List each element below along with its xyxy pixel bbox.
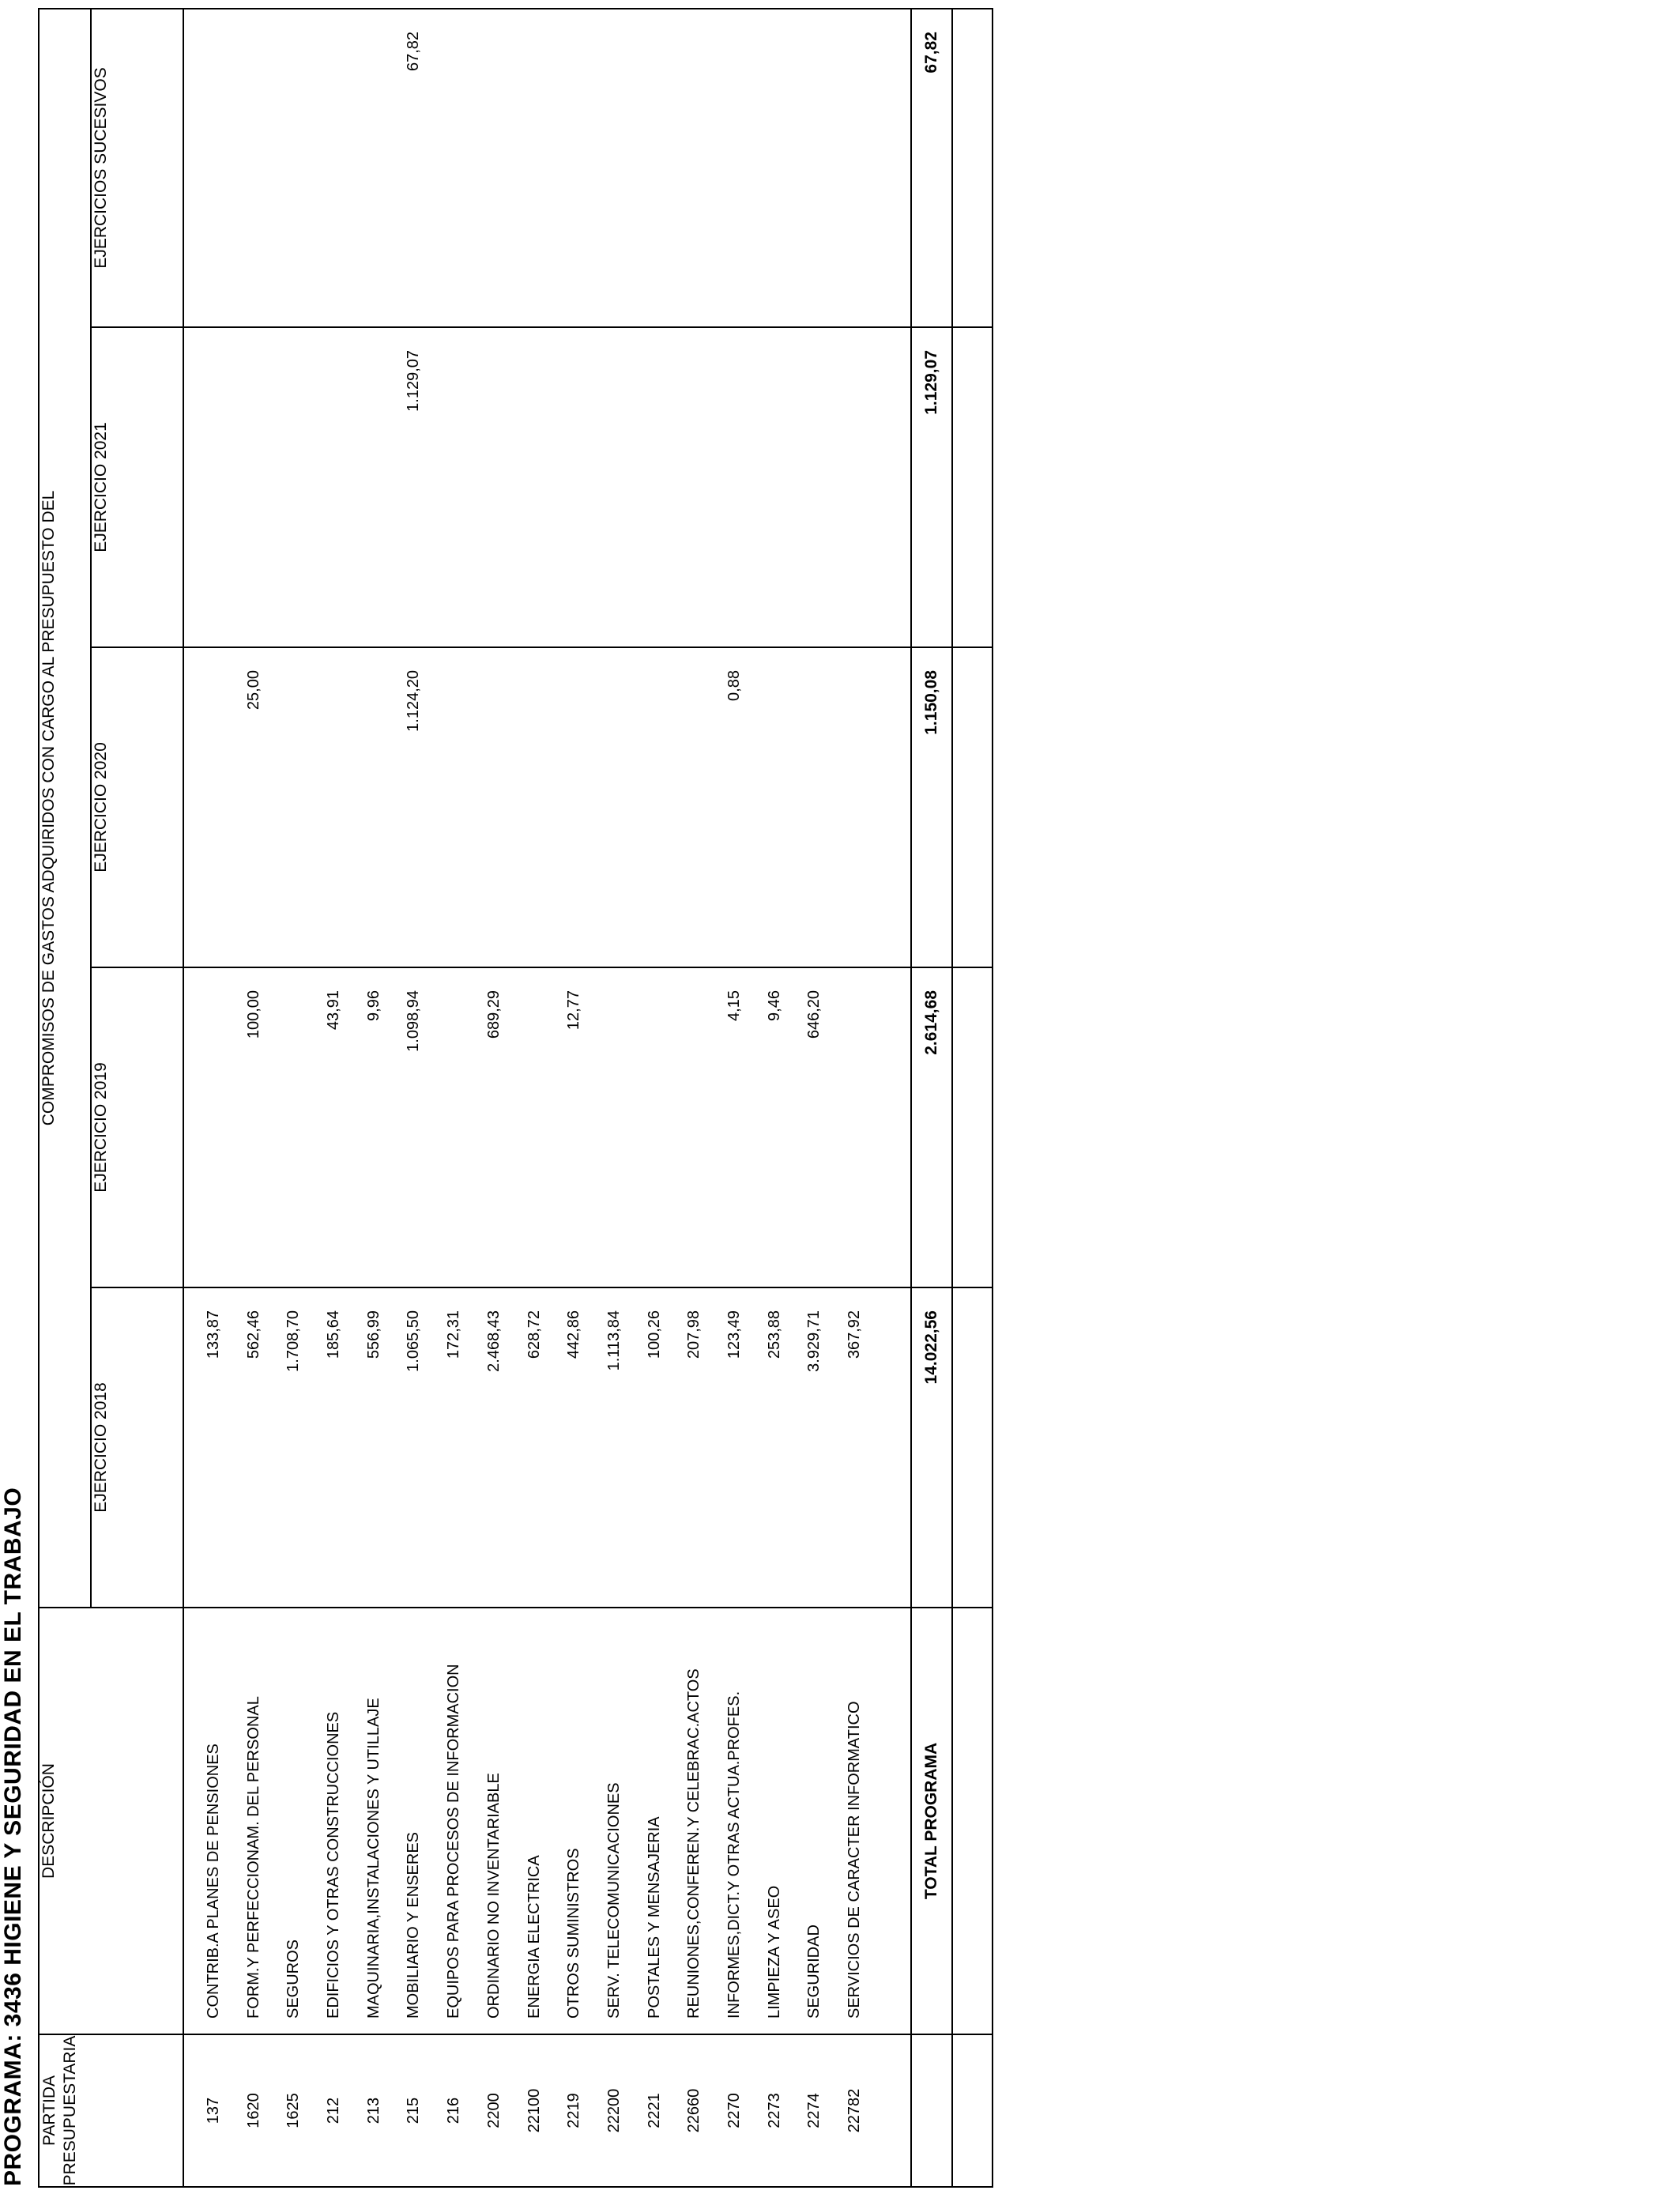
row-value-sucesivos: [755, 9, 795, 326]
row-value-sucesivos: [354, 9, 394, 326]
row-value-2019: [514, 968, 555, 1287]
row-value-2021: [834, 328, 875, 647]
row-code: 2221: [645, 2093, 663, 2128]
row-code: 2274: [805, 2093, 823, 2128]
row-value-2021: [674, 328, 714, 647]
row-value-2019: 12,77: [565, 990, 583, 1031]
column-2018: [183, 1287, 993, 1608]
row-value-2020: [554, 648, 594, 967]
row-value-sucesivos: [474, 9, 514, 326]
row-value-sucesivos: [314, 9, 354, 326]
row-value-2018: 1.708,70: [284, 1310, 303, 1372]
row-value-2019: 646,20: [805, 990, 823, 1039]
row-value-2019: [594, 968, 635, 1287]
row-value-2019: [635, 968, 675, 1287]
row-code: 1620: [244, 2093, 262, 2128]
row-description: INFORMES,DICT.Y OTRAS ACTUA.PROFES.: [725, 1691, 743, 2019]
row-value-2020: 0,88: [725, 670, 743, 701]
row-value-sucesivos: [234, 9, 274, 326]
total-row: [910, 8, 953, 2188]
row-code: 213: [364, 2097, 382, 2124]
row-value-sucesivos: [514, 9, 555, 326]
row-description: LIMPIEZA Y ASEO: [765, 1885, 783, 2019]
total-2018: 14.022,56: [911, 1287, 952, 1608]
row-value-2021: [794, 328, 834, 647]
budget-table: [38, 8, 993, 2188]
total-blank-cell: [911, 2034, 952, 2187]
row-value-2018: 2.468,43: [484, 1310, 503, 1372]
row-code: 22100: [525, 2088, 543, 2133]
total-sucesivos: 67,82: [911, 9, 952, 327]
row-code: 22200: [605, 2088, 623, 2133]
row-code: 2200: [484, 2093, 503, 2128]
column-2021: [183, 327, 993, 647]
row-value-2018: 123,49: [725, 1310, 743, 1359]
row-value-2020: 25,00: [244, 670, 262, 711]
row-code: 2273: [765, 2093, 783, 2128]
row-code: 2219: [565, 2093, 583, 2128]
column-partida: [183, 2034, 993, 2187]
row-value-2018: 253,88: [765, 1310, 783, 1359]
row-description: EQUIPOS PARA PROCESOS DE INFORMACION: [445, 1664, 463, 2019]
row-value-2021: [273, 328, 314, 647]
row-description: SERV. TELECOMUNICACIONES: [605, 1782, 623, 2019]
row-description: MAQUINARIA,INSTALACIONES Y UTILLAJE: [364, 1698, 382, 2019]
row-value-2018: 133,87: [205, 1310, 222, 1359]
row-value-2021: [554, 328, 594, 647]
row-description: ORDINARIO NO INVENTARIABLE: [484, 1773, 503, 2019]
row-code: 22782: [846, 2088, 863, 2133]
row-value-2021: [194, 328, 234, 647]
column-sucesivos: [183, 9, 993, 327]
total-label: TOTAL PROGRAMA: [911, 1608, 952, 2034]
row-value-2020: [635, 648, 675, 967]
row-value-2020: [834, 648, 875, 967]
row-value-sucesivos: [194, 9, 234, 326]
header-descripcion: DESCRIPCIÓN: [39, 1608, 183, 2034]
page-title: PROGRAMA: 3436 HIGIENE Y SEGURIDAD EN EL TRABAJO: [0, 1487, 26, 2186]
row-code: 216: [445, 2097, 463, 2124]
row-value-2018: 172,31: [445, 1310, 463, 1359]
row-value-2021: [594, 328, 635, 647]
row-value-2018: 556,99: [364, 1310, 382, 1359]
row-value-2021: [314, 328, 354, 647]
row-value-sucesivos: [635, 9, 675, 326]
row-code: 137: [205, 2097, 222, 2124]
row-value-2019: [194, 968, 234, 1287]
row-value-sucesivos: [794, 9, 834, 326]
row-code: 2270: [725, 2093, 743, 2128]
total-2019: 2.614,68: [911, 967, 952, 1287]
row-description: REUNIONES,CONFEREN.Y CELEBRAC.ACTOS: [685, 1668, 703, 2019]
row-description: CONTRIB.A PLANES DE PENSIONES: [205, 1744, 222, 2019]
row-description: EDIFICIOS Y OTRAS CONSTRUCCIONES: [325, 1711, 343, 2019]
row-value-sucesivos: [594, 9, 635, 326]
row-value-2019: 100,00: [244, 990, 262, 1039]
row-value-2020: [194, 648, 234, 967]
row-value-2020: 1.124,20: [405, 670, 423, 732]
row-value-2021: 1.129,07: [405, 350, 423, 412]
row-value-2020: [674, 648, 714, 967]
row-value-2018: 442,86: [565, 1310, 583, 1359]
row-value-2020: [794, 648, 834, 967]
row-description: POSTALES Y MENSAJERIA: [645, 1816, 663, 2019]
header-partida-line2: PRESUPUESTARIA: [61, 2035, 79, 2186]
row-value-2018: 3.929,71: [805, 1310, 823, 1372]
row-value-2021: [514, 328, 555, 647]
row-value-2018: 1.113,84: [605, 1310, 623, 1371]
row-value-2019: 43,91: [325, 990, 343, 1031]
row-value-2018: 562,46: [244, 1310, 262, 1359]
column-descripcion: [183, 1608, 993, 2034]
row-value-2019: 4,15: [725, 990, 743, 1021]
header-year-2018: EJERCICIO 2018: [91, 1287, 183, 1608]
row-code: 212: [325, 2097, 343, 2124]
header-compromisos: COMPROMISOS DE GASTOS ADQUIRIDOS CON CARGO AL PRESUPUESTO DEL: [39, 9, 91, 1608]
row-description: FORM.Y PERFECCIONAM. DEL PERSONAL: [244, 1696, 262, 2019]
row-value-2020: [594, 648, 635, 967]
row-value-2018: 185,64: [325, 1310, 343, 1359]
column-2019: [183, 967, 993, 1287]
row-code: 1625: [284, 2093, 303, 2128]
row-description: MOBILIARIO Y ENSERES: [405, 1831, 423, 2019]
row-value-2021: [474, 328, 514, 647]
row-value-2020: [434, 648, 474, 967]
row-value-2021: [354, 328, 394, 647]
row-value-2020: [273, 648, 314, 967]
row-description: SEGUROS: [284, 1939, 303, 2019]
row-value-2020: [354, 648, 394, 967]
row-value-2018: 1.065,50: [405, 1310, 423, 1372]
header-year-2019: EJERCICIO 2019: [91, 967, 183, 1287]
row-value-2018: 628,72: [525, 1310, 543, 1359]
row-value-2021: [755, 328, 795, 647]
row-value-2018: 207,98: [685, 1310, 703, 1359]
row-value-sucesivos: [834, 9, 875, 326]
header-year-2021: EJERCICIO 2021: [91, 327, 183, 647]
row-value-2020: [314, 648, 354, 967]
row-value-2019: [273, 968, 314, 1287]
row-value-2019: 9,46: [765, 990, 783, 1021]
row-description: ENERGIA ELECTRICA: [525, 1855, 543, 2019]
row-value-2020: [755, 648, 795, 967]
row-value-2020: [514, 648, 555, 967]
row-value-sucesivos: [434, 9, 474, 326]
row-value-2019: 1.098,94: [405, 990, 423, 1052]
row-value-2018: 100,26: [645, 1310, 663, 1359]
header-partida: [39, 2034, 183, 2187]
row-description: SERVICIOS DE CARACTER INFORMATICO: [846, 1701, 863, 2019]
row-value-2019: 9,96: [364, 990, 382, 1021]
row-description: SEGURIDAD: [805, 1924, 823, 2019]
row-value-2018: 367,92: [846, 1310, 863, 1359]
row-value-2020: [474, 648, 514, 967]
column-2020: [183, 647, 993, 967]
row-value-sucesivos: [674, 9, 714, 326]
row-value-2019: [674, 968, 714, 1287]
row-value-2019: [834, 968, 875, 1287]
row-description: OTROS SUMINISTROS: [565, 1848, 583, 2019]
row-value-sucesivos: 67,82: [405, 31, 423, 71]
total-2020: 1.150,08: [911, 647, 952, 967]
row-value-2019: [434, 968, 474, 1287]
row-value-2021: [635, 328, 675, 647]
row-value-2021: [434, 328, 474, 647]
row-value-2021: [714, 328, 755, 647]
row-value-2021: [234, 328, 274, 647]
row-value-sucesivos: [554, 9, 594, 326]
row-value-sucesivos: [714, 9, 755, 326]
row-value-sucesivos: [273, 9, 314, 326]
row-value-2019: 689,29: [484, 990, 503, 1039]
header-partida-line1: PARTIDA: [40, 2075, 58, 2147]
header-ejercicios-sucesivos: EJERCICIOS SUCESIVOS: [91, 9, 183, 327]
row-code: 22660: [685, 2088, 703, 2133]
total-2021: 1.129,07: [911, 327, 952, 647]
header-year-2020: EJERCICIO 2020: [91, 647, 183, 967]
row-code: 215: [405, 2097, 423, 2124]
